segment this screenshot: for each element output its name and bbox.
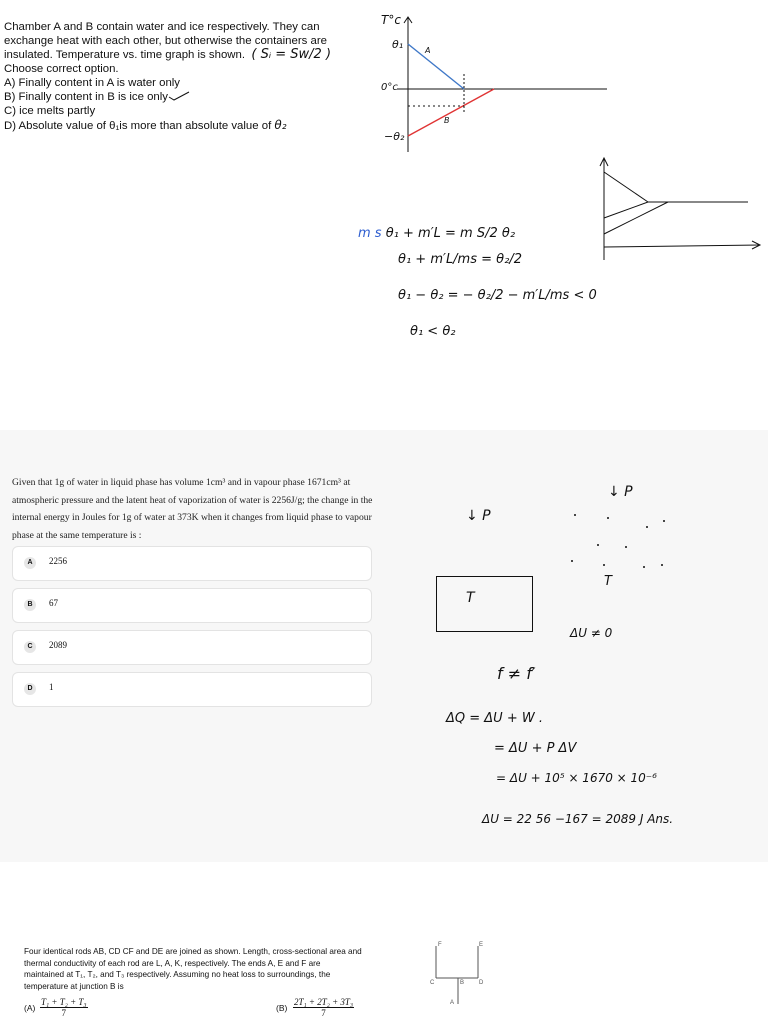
pressure-arrow-left: ↓ P — [466, 508, 491, 524]
option-b[interactable] — [12, 588, 372, 623]
pressure-arrow-right: ↓ P — [608, 484, 633, 500]
fraction-denominator: 7 — [321, 1008, 326, 1018]
delta-u-not-zero: ΔU ≠ 0 — [570, 626, 613, 640]
graph-theta1-label: θ₁ — [392, 38, 404, 51]
q3-option-a-label: (A) — [24, 1003, 36, 1013]
vapour-dots — [560, 505, 670, 580]
question-3-text — [24, 946, 429, 992]
sketch-graph — [590, 150, 765, 265]
work-line-4: θ₁ < θ₂ — [410, 324, 456, 339]
q1-option-b: B) Finally content in B is ice only — [4, 90, 374, 104]
temperature-time-graph — [375, 14, 615, 154]
option-a[interactable] — [12, 546, 372, 581]
q1-option-c: C) ice melts partly — [4, 105, 96, 117]
question-2-text: Given that 1g of water in liquid phase has volume 1cm³ and in vapour phase 1671cm³ at atmospheric pressure and the latent heat of vaporization of water is 2256J/g; the change in the internal energy in Joules for 1g of water at 373K when it changes from liquid phase to vapour phase at the same temperature is : — [12, 477, 373, 541]
q3-line: thermal conductivity of each rod are L, A, K, respectively. The ends A, E and F are — [24, 958, 321, 968]
diagram-label-f: F — [438, 942, 442, 948]
liquid-container-box — [436, 576, 533, 632]
answer-line: ΔU = 22 56 −167 = 2089 J Ans. — [482, 812, 674, 826]
question-1-text — [4, 20, 374, 133]
q1-option-d: D) Absolute value of θ₁is more than absolute value of θ₂ — [4, 118, 287, 132]
first-law-line: ΔQ = ΔU + W . — [446, 711, 543, 726]
work-line-2: θ₁ + m′L/ms = θ₂/2 — [398, 252, 522, 267]
fraction-denominator: 7 — [61, 1008, 67, 1018]
question-3-panel — [0, 862, 768, 1024]
q1-line: Choose correct option. — [4, 63, 119, 75]
q1-line: exchange heat with each other, but otherwise the containers are — [4, 35, 327, 47]
option-value: 2256 — [49, 556, 67, 566]
q1-line: insulated. Temperature vs. time graph is shown. ( Sᵢ = Sw/2 ) — [4, 47, 332, 62]
option-d[interactable] — [12, 672, 372, 707]
line-a — [408, 44, 464, 89]
diagram-label-a: A — [450, 1000, 455, 1006]
diagram-label-b: B — [460, 980, 465, 986]
q1-handwritten-note: ( Sᵢ = Sw/2 ) — [251, 47, 332, 62]
graph-neg-theta2-label: −θ₂ — [384, 130, 405, 143]
q3-line: temperature at junction B is — [24, 981, 124, 991]
q3-option-a[interactable] — [40, 997, 88, 1018]
option-value: 1 — [49, 682, 54, 692]
fraction-numerator: 2T₁ + 2T₂ + 3T₃ — [294, 997, 354, 1007]
vapour-temperature-label: T — [604, 574, 612, 589]
option-badge: B — [24, 599, 36, 611]
option-c[interactable] — [12, 630, 372, 665]
option-badge: C — [24, 641, 36, 653]
graph-y-label: T°c — [381, 13, 401, 27]
q3-option-b-label: (B) — [276, 1003, 288, 1013]
box-temperature-label: T — [466, 590, 475, 606]
q3-line: maintained at T₁, T₂, and T₃ respectively. Assuming no heat loss to surroundings, the — [24, 970, 331, 979]
q1-line: Chamber A and B contain water and ice respectively. They can — [4, 21, 320, 33]
fraction-numerator: T₁ + T₂ + T₃ — [41, 997, 87, 1007]
q3-line: Four identical rods AB, CD CF and DE are joined as shown. Length, cross-sectional area and — [24, 947, 362, 956]
first-law-line-2: = ΔU + P ΔV — [494, 741, 577, 756]
graph-line-b-label: B — [444, 116, 450, 125]
work-line-3: θ₁ − θ₂ = − θ₂/2 − m′L/ms < 0 — [398, 288, 597, 303]
work-line-1: m s θ₁ + m′L = m S/2 θ₂ — [358, 226, 516, 241]
graph-zero-label: 0°c — [381, 82, 398, 93]
option-value: 67 — [49, 598, 58, 608]
degrees-of-freedom-note: f ≠ f′ — [497, 664, 536, 683]
diagram-label-c: C — [430, 980, 435, 986]
option-value: 2089 — [49, 640, 67, 650]
q1-option-a: A) Finally content in A is water only — [4, 77, 181, 89]
line-b — [408, 89, 494, 136]
q3-option-b[interactable] — [293, 997, 354, 1018]
rod-diagram — [428, 942, 498, 1008]
diagram-label-d: D — [479, 980, 484, 986]
graph-line-a-label: A — [425, 46, 431, 55]
diagram-label-e: E — [479, 942, 484, 948]
option-badge: D — [24, 683, 36, 695]
tick-mark-icon — [168, 91, 190, 101]
option-badge: A — [24, 557, 36, 569]
first-law-line-3: = ΔU + 10⁵ × 1670 × 10⁻⁶ — [496, 771, 657, 785]
